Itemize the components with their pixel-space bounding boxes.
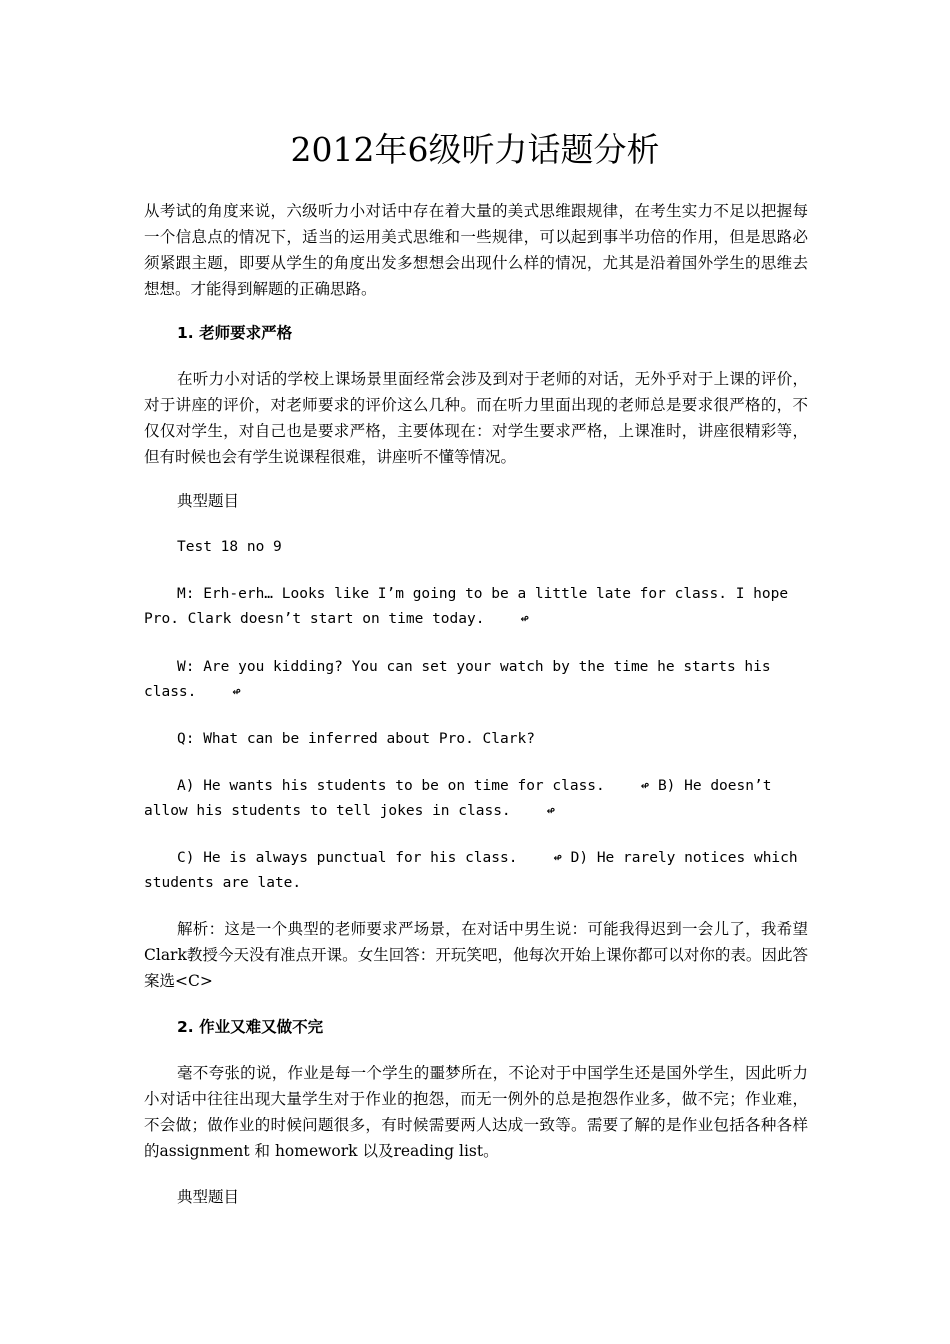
paragraph-mark-icon: ↫: [520, 611, 529, 627]
question-line: Q: What can be inferred about Pro. Clark?: [177, 731, 535, 747]
dialogue-woman-text: W: Are you kidding? You can set your watch by the time he starts his class.: [144, 659, 771, 700]
section-heading-1: 1. 老师要求严格: [177, 324, 293, 342]
typical-question-label-1: 典型题目: [177, 492, 240, 510]
options-c-d: [144, 846, 808, 896]
test-number: Test 18 no 9: [177, 539, 282, 555]
option-d: D) He rarely notices which students are late.: [144, 850, 798, 891]
dialogue-man: [144, 582, 808, 632]
option-a: A) He wants his students to be on time for class.: [177, 778, 605, 794]
paragraph-mark-icon: ↫: [640, 778, 650, 794]
paragraph-mark-icon: ↫: [546, 803, 556, 819]
page-title: 2012年6级听力话题分析: [290, 130, 660, 169]
option-c: C) He is always punctual for his class.: [177, 850, 518, 866]
option-b: B) He doesn’t allow his students to tell jokes in class.: [144, 778, 772, 819]
section-2-body: 毫不夸张的说，作业是每一个学生的噩梦所在，不论对于中国学生还是国外学生，因此听力小对话中往往出现大量学生对于作业的抱怨，而无一例外的总是抱怨作业多，做不完；作业难，不会做；做作业的时候问题很多，有时候需要两人达成一致等。需要了解的是作业包括各种各样的assignment 和 homework 以及reading list。: [144, 1064, 808, 1160]
analysis-paragraph: 解析：这是一个典型的老师要求严场景，在对话中男生说：可能我得迟到一会儿了，我希望Clark教授今天没有准点开课。女生回答：开玩笑吧，他每次开始上课你都可以对你的表。因此答案选<C>: [144, 920, 808, 990]
section-heading-2: 2. 作业又难又做不完: [177, 1018, 324, 1036]
options-a-b: [144, 774, 808, 824]
dialogue-woman: [144, 655, 808, 705]
section-1-body: 在听力小对话的学校上课场景里面经常会涉及到对于老师的对话，无外乎对于上课的评价，对于讲座的评价，对老师要求的评价这么几种。而在听力里面出现的老师总是要求很严格的，不仅仅对学生，对自己也是要求严格，主要体现在：对学生要求严格，上课准时，讲座很精彩等，但有时候也会有学生说课程很难，讲座听不懂等情况。: [144, 370, 808, 466]
paragraph-mark-icon: ↫: [553, 850, 562, 866]
paragraph-mark-icon: ↫: [232, 684, 241, 700]
intro-paragraph: 从考试的角度来说，六级听力小对话中存在着大量的美式思维跟规律，在考生实力不足以把握每一个信息点的情况下，适当的运用美式思维和一些规律，可以起到事半功倍的作用，但是思路必须紧跟主题，即要从学生的角度出发多想想会出现什么样的情况，尤其是沿着国外学生的思维去想想。才能得到解题的正确思路。: [144, 202, 808, 298]
dialogue-man-text: M: Erh-erh… Looks like I’m going to be a little late for class. I hope Pro. Clark doesn’t start on time today.: [144, 586, 789, 627]
typical-question-label-2: 典型题目: [177, 1188, 240, 1206]
